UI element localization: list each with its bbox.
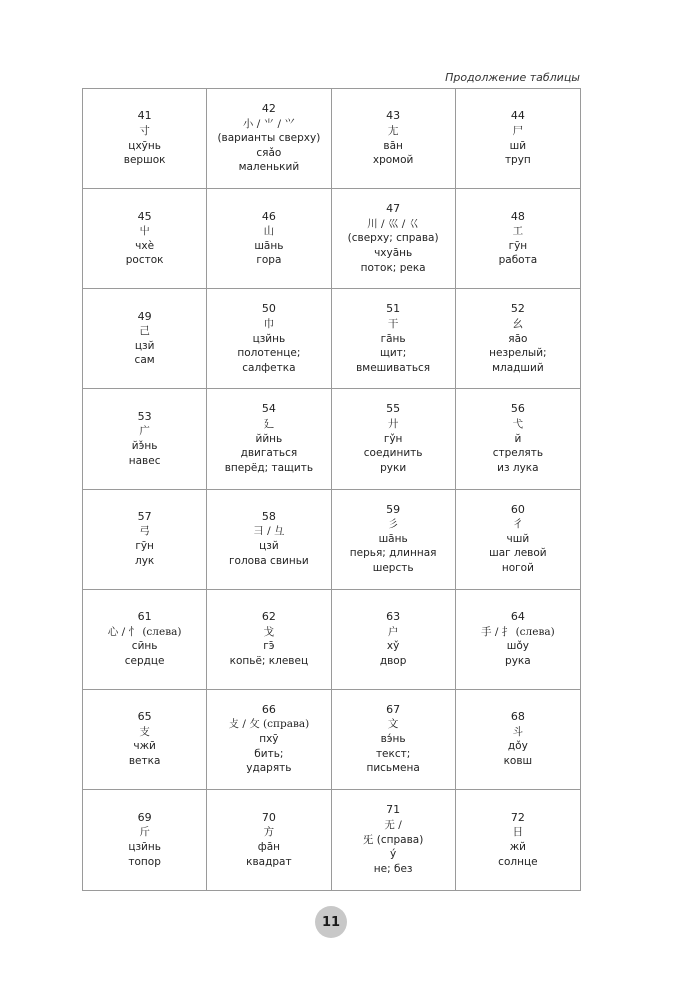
cell-line: шерсть [372,561,414,574]
radical-character: 川 / 巛 / 巜 [367,217,420,230]
cell-line: сяǎо [256,146,282,159]
radical-character: 戈 [263,625,275,638]
radical-number: 57 [137,509,152,523]
cell-line: вāн [383,139,403,152]
page-number: 11 [315,906,347,938]
cell-line: вмешиваться [356,361,431,374]
cell-line: гӯн [508,239,528,252]
radical-number: 45 [137,209,152,223]
cell-line: гӯн [135,540,154,553]
cell-line: из лука [497,461,539,474]
radical-table [82,88,581,891]
radical-number: 51 [386,302,401,316]
radical-character: 廴 [263,418,275,431]
cell-line: рука [505,654,531,667]
radical-cell [332,89,456,189]
radical-cell [207,690,331,790]
cell-line: салфетка [242,361,296,374]
radical-cell [83,490,207,590]
radical-cell [456,490,580,590]
cell-line: текст; [375,747,411,760]
radical-cell [83,389,207,489]
radical-number: 44 [510,109,525,123]
radical-number: 64 [510,610,525,623]
cell-line: перья; длинная [349,547,437,560]
cell-line: работа [498,254,538,267]
radical-cell [456,289,580,389]
cell-line: ййнь [255,432,283,445]
cell-line: шӣ [509,139,527,152]
radical-character: 广 [139,425,150,438]
cell-line: навес [128,454,161,467]
radical-cell [207,389,331,489]
radical-character: 工 [512,225,524,238]
cell-line: гэ̄ [263,640,275,653]
radical-number: 43 [386,109,401,123]
radical-cell [83,690,207,790]
radical-cell [332,490,456,590]
radical-number: 53 [137,409,152,423]
radical-cell [332,189,456,289]
radical-number: 46 [261,209,276,223]
radical-number: 52 [510,302,525,316]
radical-number: 70 [261,810,276,824]
cell-line: квадрат [246,855,292,868]
cell-line: яāо [508,332,528,345]
radical-cell [207,89,331,189]
cell-line: у́ [390,848,397,861]
radical-cell [456,690,580,790]
cell-line: фāн [257,840,281,853]
radical-character: 尢 [387,124,399,137]
radical-number: 49 [137,309,152,323]
cell-line: сам [134,354,155,367]
radical-cell [83,790,207,890]
radical-cell [83,590,207,690]
radical-number: 61 [137,610,152,623]
radical-number: 62 [261,610,276,623]
cell-line: цхӯнь [128,139,161,152]
cell-line: ветка [128,754,161,767]
radical-number: 67 [386,702,401,716]
cell-line: сӣнь [131,640,158,653]
radical-character: 无 / [384,819,402,832]
cell-line: сердце [124,654,165,667]
cell-line: хромой [372,154,414,167]
radical-cell [332,690,456,790]
radical-character: 彡 [387,518,399,531]
cell-line: жй [509,840,527,853]
radical-number: 56 [510,402,525,416]
radical-number: 55 [386,402,401,416]
radical-number: 59 [386,502,401,516]
radical-cell [207,189,331,289]
cell-line: соединить [363,447,423,460]
cell-line: руки [380,461,407,474]
cell-line: пхӯ [259,733,279,746]
cell-line: незрелый; [489,347,547,360]
cell-line: маленький [238,161,300,174]
radical-cell [332,790,456,890]
radical-number: 47 [386,202,401,216]
cell-line: солнце [498,855,538,868]
radical-character: 日 [512,826,524,839]
radical-character: 支 [139,725,150,738]
radical-cell [456,189,580,289]
radical-character: 巾 [263,317,275,330]
radical-cell [456,590,580,690]
radical-character: 心 / 忄 (слева) [107,625,182,638]
cell-line: вэ́нь [380,733,406,746]
continuation-label: Продолжение таблицы [445,71,580,84]
cell-line: (варианты сверху) [217,132,321,145]
cell-line: цзӣнь [128,840,161,853]
radical-cell [207,590,331,690]
cell-line: шаг левой [489,547,547,560]
radical-character: 屮 [139,225,150,238]
radical-cell [207,490,331,590]
cell-line: йэ̌нь [131,439,158,452]
radical-number: 72 [510,810,525,824]
radical-character: 小 / ⺌ / ⺍ [242,117,295,130]
cell-line: младший [492,361,544,374]
radical-cell [207,790,331,890]
radical-character: 方 [263,826,275,839]
radical-number: 65 [137,710,152,724]
radical-number: 69 [137,810,152,824]
cell-line: чхуāнь [374,246,413,259]
radical-number: 42 [261,102,276,116]
radical-character: 廾 [387,418,399,431]
radical-cell [332,590,456,690]
radical-cell [207,289,331,389]
radical-number: 68 [510,710,525,724]
cell-line: (сверху; справа) [347,232,439,245]
cell-line: топор [128,855,161,868]
radical-number: 71 [386,803,401,817]
cell-line: копьё; клевец [229,654,309,667]
cell-line: вперёд; тащить [224,461,314,474]
cell-line: шāнь [254,239,284,252]
radical-cell [456,790,580,890]
cell-line: двигаться [240,447,298,460]
cell-line: 旡 (справа) [362,833,424,846]
cell-line: гу̌н [383,432,403,445]
radical-cell [456,89,580,189]
cell-line: росток [125,254,164,267]
radical-character: 手 / 扌 (слева) [481,625,555,638]
radical-number: 54 [261,402,276,416]
radical-cell [83,89,207,189]
radical-character: 攴 / 攵 (справа) [228,718,310,731]
cell-line: поток; река [360,261,426,274]
cell-line: вершок [123,154,166,167]
cell-line: чжӣ [133,740,156,753]
cell-line: ковш [503,754,533,767]
cell-line: гāнь [380,332,406,345]
radical-cell [83,289,207,389]
cell-line: стрелять [492,447,544,460]
radical-number: 60 [510,502,525,516]
cell-line: голова свиньи [229,554,309,567]
radical-character: 文 [387,718,399,731]
cell-line: ногой [501,561,534,574]
cell-line: щит; [379,347,407,360]
radical-character: 尸 [512,124,524,137]
cell-line: шāнь [378,532,408,545]
cell-line: не; без [373,862,413,875]
radical-number: 50 [261,302,276,316]
cell-line: ударять [246,762,292,775]
radical-cell [456,389,580,489]
radical-character: 斗 [512,725,524,738]
cell-line: цзй [259,540,279,553]
cell-line: до̌у [507,740,528,753]
radical-character: 幺 [512,317,524,330]
radical-character: 彳 [512,518,524,531]
radical-number: 63 [386,610,401,623]
cell-line: письмена [366,762,420,775]
radical-number: 41 [137,109,152,123]
cell-line: чхѐ [135,239,155,252]
radical-character: 彐 / 彑 [253,525,285,538]
cell-line: й [514,432,522,445]
cell-line: двор [379,654,407,667]
cell-line: чшй [506,532,530,545]
radical-character: 山 [263,225,275,238]
cell-line: бить; [254,747,284,760]
radical-number: 66 [261,702,276,716]
radical-number: 58 [261,509,276,523]
radical-cell [332,389,456,489]
radical-character: 斤 [139,826,150,839]
cell-line: лук [134,554,155,567]
radical-character: 己 [139,325,150,338]
radical-character: 户 [387,625,399,638]
radical-character: 弓 [139,525,150,538]
cell-line: труп [504,154,531,167]
cell-line: гора [256,254,282,267]
radical-cell [332,289,456,389]
cell-line: полотенце; [237,347,301,360]
cell-line: цзй [134,339,155,352]
cell-line: шо̌у [506,640,529,653]
radical-character: 弋 [512,418,524,431]
radical-number: 48 [510,209,525,223]
radical-character: 寸 [139,124,150,137]
cell-line: цзйнь [252,332,286,345]
radical-cell [83,189,207,289]
radical-character: 干 [387,317,399,330]
cell-line: ху̌ [386,640,400,653]
